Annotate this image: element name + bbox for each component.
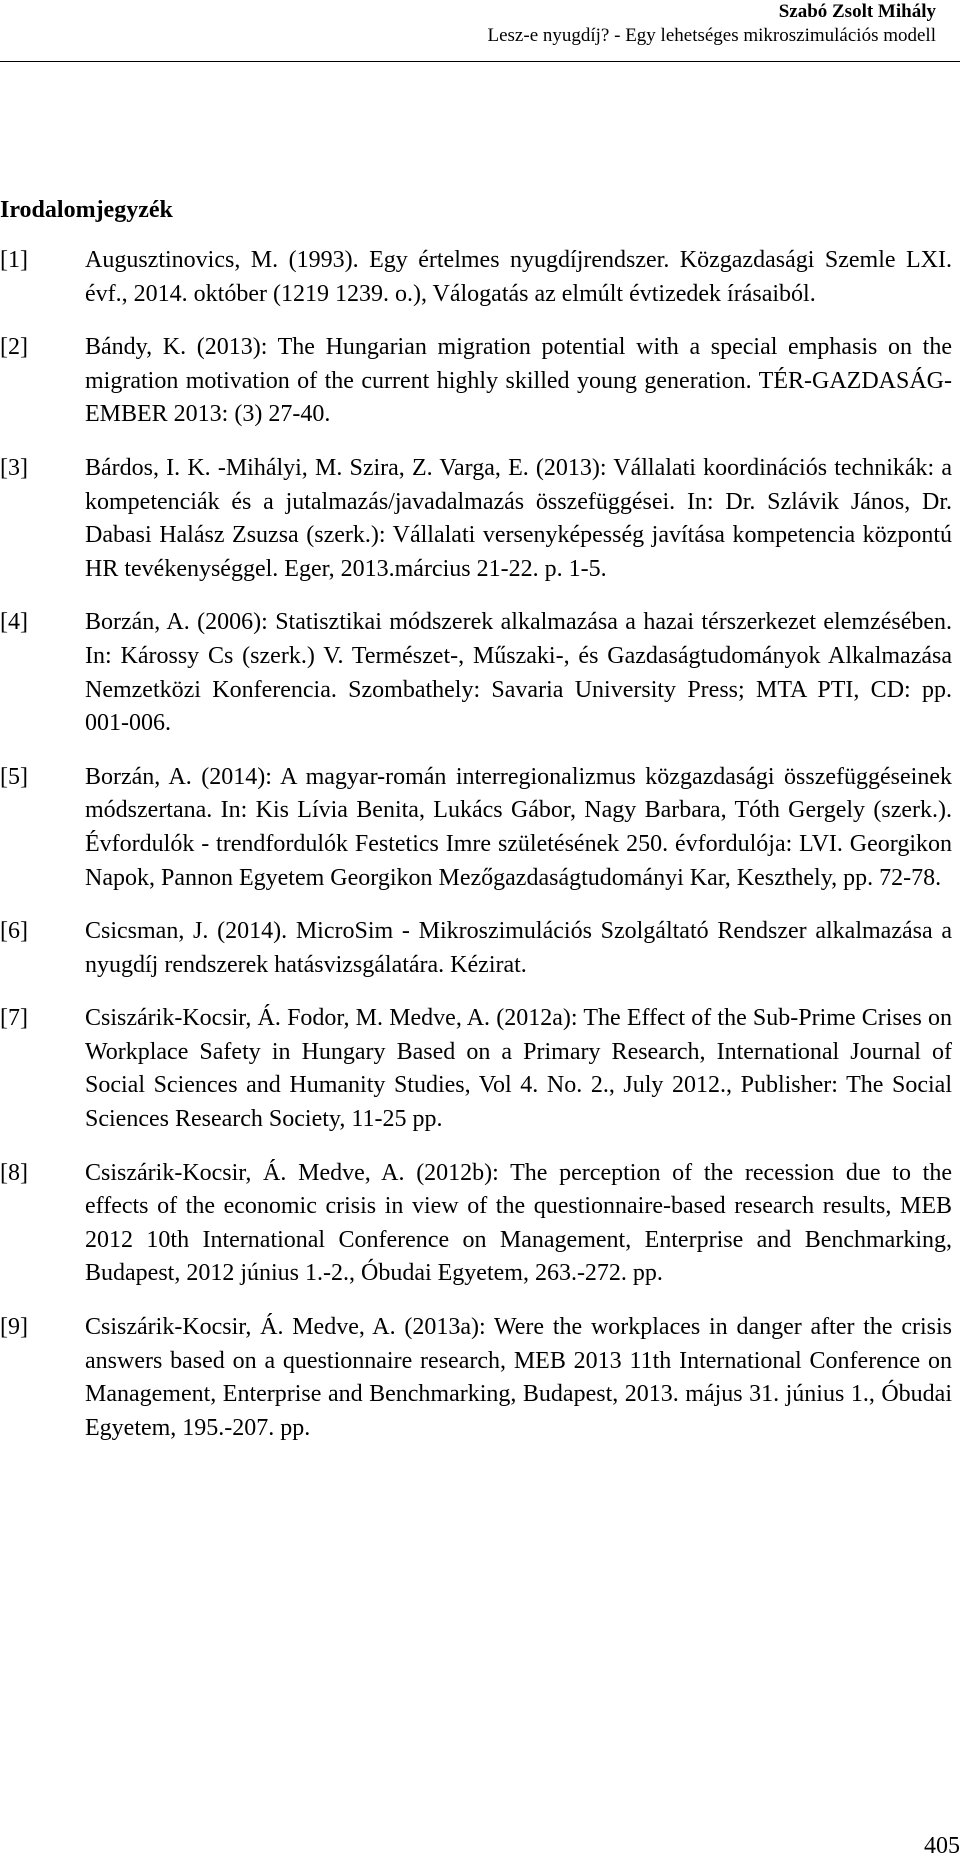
reference-number: [2] <box>0 334 28 361</box>
reference-number: [3] <box>0 454 28 481</box>
reference-text: Bándy, K. (2013): The Hungarian migration potential with a special emphasis on the migration motivation of the current highly skilled young generation. TÉR-GAZDASÁG-EMBER 2013: (3) 27-40. <box>85 334 952 428</box>
reference-number: [4] <box>0 609 28 636</box>
reference-text: Borzán, A. (2014): A magyar-román interregionalizmus közgazdasági összefüggéseinek módszertana. In: Kis Lívia Benita, Lukács Gábor, Nagy Barbara, Tóth Gergely (szerk.). Évfordulók - trendfordulók Festetics Imre születésének 250. évfordulója: LVI. Georgikon Napok, Pannon Egyetem Georgikon Mezőgazdaságtudományi Kar, Keszthely, pp. 72-78. <box>85 763 952 891</box>
section-title: Irodalomjegyzék <box>0 197 173 223</box>
reference-text: Csiszárik-Kocsir, Á. Fodor, M. Medve, A. (2012a): The Effect of the Sub-Prime Crises on Workplace Safety in Hungary Based on a Primary Research, International Journal of Social Sciences and Humanity Studies, Vol 4. No. 2., July 2012., Publisher: The Social Sciences Research Society, 11-25 pp. <box>85 1005 952 1133</box>
reference-number: [9] <box>0 1314 28 1341</box>
reference-number: [7] <box>0 1005 28 1032</box>
reference-item <box>0 1157 952 1291</box>
reference-text: Borzán, A. (2006): Statisztikai módszerek alkalmazása a hazai térszerkezet elemzésében. In: Károssy Cs (szerk.) V. Természet-, Műszaki-, és Gazdaságtudományok Alkalmazása Nemzetközi Konferencia. Szombathely: Savaria University Press; MTA PTI, CD: pp. 001-006. <box>85 609 952 737</box>
reference-list <box>0 244 952 1465</box>
reference-item <box>0 606 952 740</box>
reference-item <box>0 452 952 586</box>
reference-text: Csiszárik-Kocsir, Á. Medve, A. (2013a): Were the workplaces in danger after the crisis answers based on a questionnaire research, MEB 2013 11th International Conference on Management, Enterprise and Benchmarking, Budapest, 2013. május 31. június 1., Óbudai Egyetem, 195.-207. pp. <box>85 1314 952 1441</box>
header-divider <box>0 61 960 62</box>
running-header <box>488 0 937 48</box>
reference-item <box>0 1311 952 1445</box>
reference-number: [1] <box>0 247 28 273</box>
reference-text: Csiszárik-Kocsir, Á. Medve, A. (2012b): The perception of the recession due to the effects of the economic crisis in view of the questionnaire-based research results, MEB 2012 10th International Conference on Management, Enterprise and Benchmarking, Budapest, 2012 június 1.-2., Óbudai Egyetem, 263.-272. pp. <box>85 1159 952 1287</box>
reference-text: Csicsman, J. (2014). MicroSim - Mikroszimulációs Szolgáltató Rendszer alkalmazása a nyugdíj rendszerek hatásvizsgálatára. Kézirat. <box>85 918 952 978</box>
reference-item <box>0 331 952 432</box>
header-title: Lesz-e nyugdíj? - Egy lehetséges mikroszimulációs modell <box>487 25 936 46</box>
reference-text: Bárdos, I. K. -Mihályi, M. Szira, Z. Varga, E. (2013): Vállalati koordinációs technikák: a kompetenciák és a jutalmazás/javadalmazás összefüggései. In: Dr. Szlávik János, Dr. Dabasi Halász Zsuzsa (szerk.): Vállalati versenyképesség javítása kompetencia központú HR tevékenységgel. Eger, 2013.március 21-22. p. 1-5. <box>85 454 952 582</box>
reference-item <box>0 761 952 895</box>
reference-number: [6] <box>0 918 28 945</box>
reference-text: Augusztinovics, M. (1993). Egy értelmes nyugdíjrendszer. Közgazdasági Szemle LXI. évf., 2014. október (1219 1239. o.), Válogatás az elmúlt évtizedek írásaiból. <box>85 247 952 307</box>
reference-item <box>0 915 952 982</box>
reference-item <box>0 1002 952 1136</box>
reference-item <box>0 244 952 311</box>
reference-number: [5] <box>0 763 28 790</box>
header-author: Szabó Zsolt Mihály <box>778 1 936 22</box>
page-number: 405 <box>924 1833 960 1859</box>
reference-number: [8] <box>0 1159 28 1186</box>
